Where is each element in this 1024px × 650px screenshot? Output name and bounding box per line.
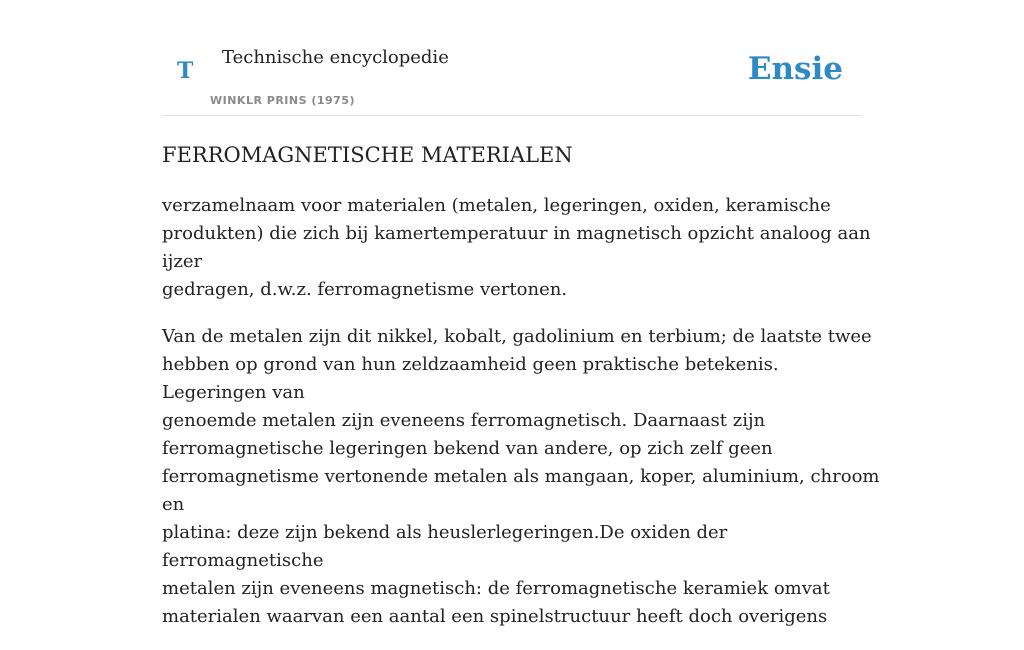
publication-title[interactable]: Technische encyclopedie <box>222 47 449 68</box>
publication-logo[interactable]: T <box>177 58 194 84</box>
brand-logo[interactable]: Ensie <box>747 51 843 87</box>
article-paragraph: verzamelnaam voor materialen (metalen, legeringen, oxiden, keramische produkten) die zich bij kamertemperatuur in magnetisch opzicht analoog aan ijzer gedragen, d.w.z. ferromagnetisme vertonen. <box>162 195 871 300</box>
header <box>162 0 862 116</box>
article-body <box>162 192 882 650</box>
publication-source: WINKLR PRINS (1975) <box>210 94 356 107</box>
article-paragraph: Van de metalen zijn dit nikkel, kobalt, gadolinium en terbium; de laatste twee hebben op grond van hun zeldzaamheid geen praktische betekenis. Legeringen van genoemde metalen zijn eveneens ferromagnetisch. Daarnaast zijn ferromagnetische legeringen bekend van andere, op zich zelf geen ferromagnetisme vertonende metalen als mangaan, koper, aluminium, chroom en platina: deze zijn bekend als heuslerlegeringen.De oxiden der ferromagnetische metalen zijn eveneens magnetisch: de ferromagnetische keramiek omvat materialen waarvan een aantal een spinelstructuur heeft doch overigens <box>162 326 880 627</box>
article-title: FERROMAGNETISCHE MATERIALEN <box>162 143 573 167</box>
